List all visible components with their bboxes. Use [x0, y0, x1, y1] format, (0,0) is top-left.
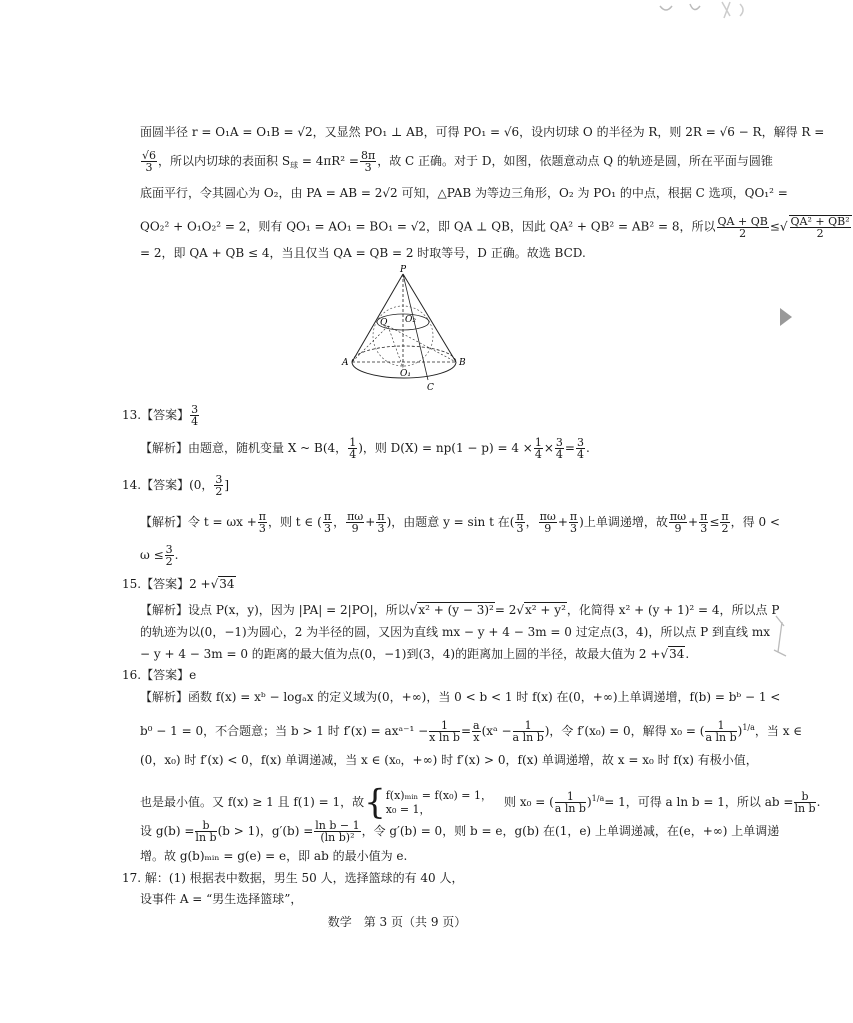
fraction: $\frac{1}{4}$: [534, 436, 542, 461]
fraction: $\frac{\text{ln b − 1}}{\text{(ln b)²}}$: [315, 819, 360, 844]
q17-line-2: 设事件 A = “男生选择篮球”，: [140, 892, 303, 906]
scan-artifact-side: [772, 612, 790, 662]
fraction: $\frac{\pi}{3}$: [323, 510, 332, 535]
fraction: $\frac{\pi\omega}{9}$: [669, 510, 687, 535]
q16-analysis-line-3: (0，x₀) 时 f′(x) < 0，f(x) 单调递减，当 x ∈ (x₀，+∞) 时 f′(x) > 0，f(x) 单调递增，故 x = x₀ 时 f(x) 有极小值，: [140, 753, 758, 767]
fraction: $\frac{\pi}{3}$: [258, 510, 266, 535]
fraction: $\frac{3}{2}$: [165, 543, 173, 568]
q17-line-1: 17. 解：(1) 根据表中数据，男生 50 人，选择篮球的有 40 人，: [122, 871, 464, 885]
fraction: $\frac{3}{2}$: [215, 473, 223, 498]
fraction: $\frac{3}{4}$: [555, 436, 563, 461]
fraction: $\frac{\pi\omega}{9}$: [539, 510, 556, 535]
fraction: $\frac{√6}{3}$: [142, 149, 157, 174]
fraction: $\frac{1}{\text{x ln b}}$: [429, 719, 460, 744]
q15-analysis-line-2: 的轨迹为以(0，−1)为圆心，2 为半径的圆，又因为直线 mx − y + 4 − 3m = 0 过定点(3，4)，所以点 P 到直线 mx: [140, 625, 771, 639]
label-Q: Q: [380, 318, 388, 328]
fraction: $\frac{8\pi}{3}$: [360, 149, 376, 174]
fraction: $\frac{\pi}{3}$: [516, 510, 524, 535]
solution-line-2: $\frac{√6}{3}$ ，所以内切球的表面积 $S_球 = 4\pi R^2$ = $\frac{8\pi}{3}$ ，故 C 正确。对于 D，如图，依题意动点 Q 的轨迹是圆，所在平面与圆锥: [142, 149, 773, 174]
fraction: $\frac{3}{4}$: [191, 403, 199, 428]
fraction: $\frac{\pi\omega}{9}$: [347, 510, 364, 535]
solution-line-1: 面圆半径 r = O₁A = O₁B = √2，又显然 PO₁ ⊥ AB，可得 PO₁ = √6，设内切球 O 的半径为 R，则 2R = √6 − R，解得 R =: [140, 125, 825, 139]
scan-artifact-marks: [650, 0, 794, 24]
q15-analysis-line-1: 【解析】设点 P(x，y)，因为 |PA| = 2|PO|，所以√x² + (y − 3)²= 2√x² + y²，化简得 x² + (y + 1)² = 4，所以点 P: [140, 603, 780, 617]
label-P: P: [400, 265, 407, 275]
q16-analysis-line-2: b⁰ − 1 = 0，不合题意；当 b > 1 时 f′(x) = axᵃ⁻¹ − $\frac{1}{\text{x ln b}}$ = $\frac{a}{x}$ (xᵃ − $\frac{1}{\text{a ln b}}$ )，令 f′(x₀) = 0，解得 x₀ = ( $\frac{1}{\text{a ln b}}$ )$^{1/a}$，当 x ∈: [140, 719, 803, 744]
q14-analysis-line-2: ω ≤ $\frac{3}{2}$ .: [140, 543, 179, 568]
label-C: C: [427, 383, 434, 393]
sqrt-fraction: $\frac{\text{QA² + QB²}}{2}$: [790, 215, 850, 240]
fraction: $\frac{QA + QB}{2}$: [717, 214, 768, 240]
q15-analysis-line-3: − y + 4 − 3m = 0 的距离的最大值为点(0，−1)到(3，4)的距离加上圆的半径，故最大值为 2 +√34.: [140, 647, 690, 661]
label-B: B: [459, 358, 466, 368]
q16-analysis-line-6: 增。故 g(b)ₘᵢₙ = g(e) = e，即 ab 的最小值为 e.: [140, 849, 408, 863]
next-page-arrow-icon[interactable]: [780, 308, 792, 326]
fraction: $\frac{b}{\text{ln b}}$: [195, 819, 217, 844]
page-footer: 数学 第 3 页（共 9 页）: [327, 915, 467, 929]
cone-figure: [330, 262, 480, 394]
q13-answer: 13.【答案】 $\frac{3}{4}$: [122, 403, 199, 428]
fraction: $\frac{1}{\text{a ln b}}$: [512, 719, 544, 744]
fraction: $\frac{\pi}{3}$: [700, 510, 708, 535]
fraction: $\frac{a}{x}$: [473, 719, 480, 744]
q14-analysis-line-1: 【解析】令 t = ωx + $\frac{\pi}{3}$ ，则 t ∈ ( $\frac{\pi}{3}$ ， $\frac{\pi\omega}{9}$ + $\frac{\pi}{3}$ )，由题意 y = sin t 在( $\frac{\pi}{3}$ ， $\frac{\pi\omega}{9}$ + $\frac{\pi}{3}$ )上单调递增，故 $\frac{\pi\omega}{9}$ + $\frac{\pi}{3}$ ≤ $\frac{\pi}{2}$ ，得 0 <: [140, 510, 780, 535]
fraction: $\frac{1}{\text{a ln b}}$: [554, 790, 586, 815]
q16-answer: 16.【答案】e: [122, 668, 197, 682]
fraction: $\frac{1}{\text{a ln b}}$: [705, 719, 737, 744]
q16-analysis-line-5: 设 g(b) = $\frac{b}{\text{ln b}}$ (b > 1)，g′(b) = $\frac{\text{ln b − 1}}{\text{(ln b)²}}$ ，令 g′(b) = 0，则 b = e，g(b) 在(1，e) 上单调递减，在(e，+∞) 上单调递: [140, 819, 780, 844]
fraction: $\frac{\pi}{2}$: [721, 510, 729, 535]
label-A: A: [342, 358, 349, 368]
fraction: $\frac{b}{\text{ln b}}$: [794, 790, 816, 815]
label-O2: O₂: [405, 315, 416, 325]
q14-answer: 14.【答案】(0， $\frac{3}{2}$ ]: [122, 473, 230, 498]
q16-analysis-line-1: 【解析】函数 f(x) = xᵇ − logₐx 的定义域为(0，+∞)，当 0 < b < 1 时 f(x) 在(0，+∞)上单调递增，f(b) = bᵇ − 1 <: [140, 690, 781, 704]
fraction: $\frac{\pi}{3}$: [377, 510, 385, 535]
solution-line-5: = 2，即 QA + QB ≤ 4，当且仅当 QA = QB = 2 时取等号，D 正确。故选 BCD.: [140, 246, 586, 260]
fraction: $\frac{3}{4}$: [576, 436, 584, 461]
solution-line-3: 底面平行，令其圆心为 O₂，由 PA = AB = 2√2 可知，△PAB 为等边三角形，O₂ 为 PO₁ 的中点，根据 C 选项，QO₁² =: [140, 186, 788, 200]
label-O1: O₁: [400, 369, 411, 379]
q13-analysis: 【解析】由题意，随机变量 X ~ B(4， $\frac{1}{4}$ )，则 D(X) = np(1 − p) = 4 × $\frac{1}{4}$ × $\frac{3}{4}$ = $\frac{3}{4}$ .: [140, 436, 590, 461]
q16-analysis-line-4: 也是最小值。又 f(x) ≥ 1 且 f(1) = 1，故{ f(x)ₘᵢₙ = f(x₀) = 1， x₀ = 1， 则 x₀ = ( $\frac{1}{\text{a ln b}}$ )$^{1/a}$= 1，可得 a ln b = 1，所以 ab = $\frac{b}{\text{ln b}}$ .: [140, 782, 821, 823]
solution-line-4: QO₂² + O₁O₂² = 2，则有 QO₁ = AO₁ = BO₁ = √2，即 QA ⊥ QB，因此 QA² + QB² = AB² = 8，所以 $\frac{QA + QB}{2}$ ≤√ $\frac{\text{QA² + QB²}}{2}$: [140, 214, 850, 240]
fraction: $\frac{1}{4}$: [349, 436, 357, 461]
fraction: $\frac{\pi}{3}$: [569, 510, 578, 535]
q15-answer: 15.【答案】2 +√34: [122, 577, 235, 591]
